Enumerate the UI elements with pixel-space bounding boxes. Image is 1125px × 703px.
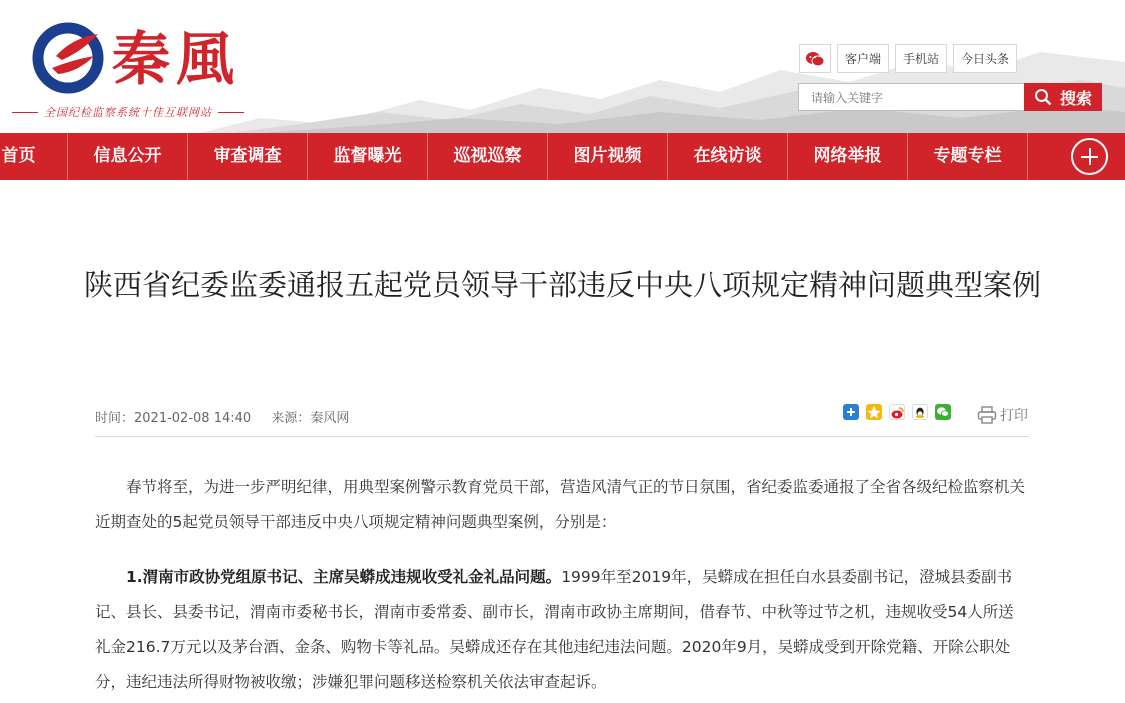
search-button[interactable] <box>1024 83 1102 111</box>
article-source <box>271 411 349 426</box>
wechat-icon <box>805 51 825 67</box>
search-button-label: 搜索 <box>1059 88 1092 108</box>
qzone-icon[interactable] <box>866 404 882 420</box>
main-nav <box>0 133 1125 180</box>
print-icon <box>977 406 997 424</box>
plus-circle-icon[interactable] <box>1071 138 1108 175</box>
nav-item-special[interactable]: 专题专栏 <box>908 133 1028 180</box>
site-logo-text[interactable]: 秦風 <box>112 25 241 93</box>
quick-links <box>799 44 1023 73</box>
search-icon <box>1034 88 1052 106</box>
meta-divider <box>95 436 1029 437</box>
qq-icon[interactable] <box>912 404 928 420</box>
client-app-link[interactable]: 客户端 <box>837 44 889 73</box>
slogan-text: 全国纪检监察系统十佳互联网站 <box>44 106 212 119</box>
article-paragraph-intro: 春节将至，为进一步严明纪律，用典型案例警示教育党员干部，营造风清气正的节日氛围，省纪委监委通报了全省各级纪检监察机关近期查处的5起党员领导干部违反中央八项规定精神问题典型案例，分别是： <box>95 478 1026 531</box>
nav-item-photo-video[interactable]: 图片视频 <box>548 133 668 180</box>
print-button[interactable] <box>977 405 1028 425</box>
case-1-heading: 1.渭南市政协党组原书记、主席吴蟒成违规收受礼金礼品问题。 <box>126 568 562 586</box>
print-label: 打印 <box>1000 408 1028 424</box>
toutiao-link[interactable]: 今日头条 <box>953 44 1017 73</box>
weibo-icon[interactable] <box>889 404 905 420</box>
source-label: 来源： <box>271 411 311 426</box>
wechat-link[interactable] <box>799 44 831 73</box>
nav-item-interview[interactable]: 在线访谈 <box>668 133 788 180</box>
nav-item-info-public[interactable]: 信息公开 <box>68 133 188 180</box>
nav-item-inspection[interactable]: 巡视巡察 <box>428 133 548 180</box>
search-input[interactable]: 请输入关键字 <box>798 83 1025 111</box>
share-bar <box>843 404 958 420</box>
site-header <box>0 0 1125 133</box>
share-plus-icon[interactable] <box>843 404 859 420</box>
site-slogan <box>12 104 244 120</box>
publish-time <box>95 411 251 426</box>
article-paragraph-case-1 <box>95 560 1029 700</box>
wechat-share-icon[interactable] <box>935 404 951 420</box>
article-meta <box>95 407 365 426</box>
nav-item-investigation[interactable]: 审查调查 <box>188 133 308 180</box>
slogan-left-line <box>12 112 38 113</box>
mobile-site-link[interactable]: 手机站 <box>895 44 947 73</box>
case-1-body: 1999年至2019年，吴蟒成在担任白水县委副书记，澄城县委副书记、县长、县委书记，渭南市委秘书长，渭南市委常委、副市长，渭南市政协主席期间，借春节、中秋等过节之机，违规收受54人所送礼金216.7万元以及茅台酒、金条、购物卡等礼品。吴蟒成还存在其他违纪违法问题。2020年9月，吴蟒成受到开除党籍、开除公职处分，违纪违法所得财物被收缴；涉嫌犯罪问题移送检察机关依法审查起诉。 <box>95 568 1014 691</box>
publish-time-value: 2021-02-08 14:40 <box>134 411 252 426</box>
nav-item-report[interactable]: 网络举报 <box>788 133 908 180</box>
nav-item-exposure[interactable]: 监督曝光 <box>308 133 428 180</box>
source-value: 秦风网 <box>310 411 350 426</box>
article-title: 陕西省纪委监委通报五起党员领导干部违反中央八项规定精神问题典型案例 <box>83 268 1041 302</box>
publish-time-label: 时间： <box>95 411 135 426</box>
nav-item-home[interactable]: 首页 <box>0 133 68 180</box>
logo-icon[interactable] <box>28 16 108 96</box>
slogan-right-line <box>218 112 244 113</box>
